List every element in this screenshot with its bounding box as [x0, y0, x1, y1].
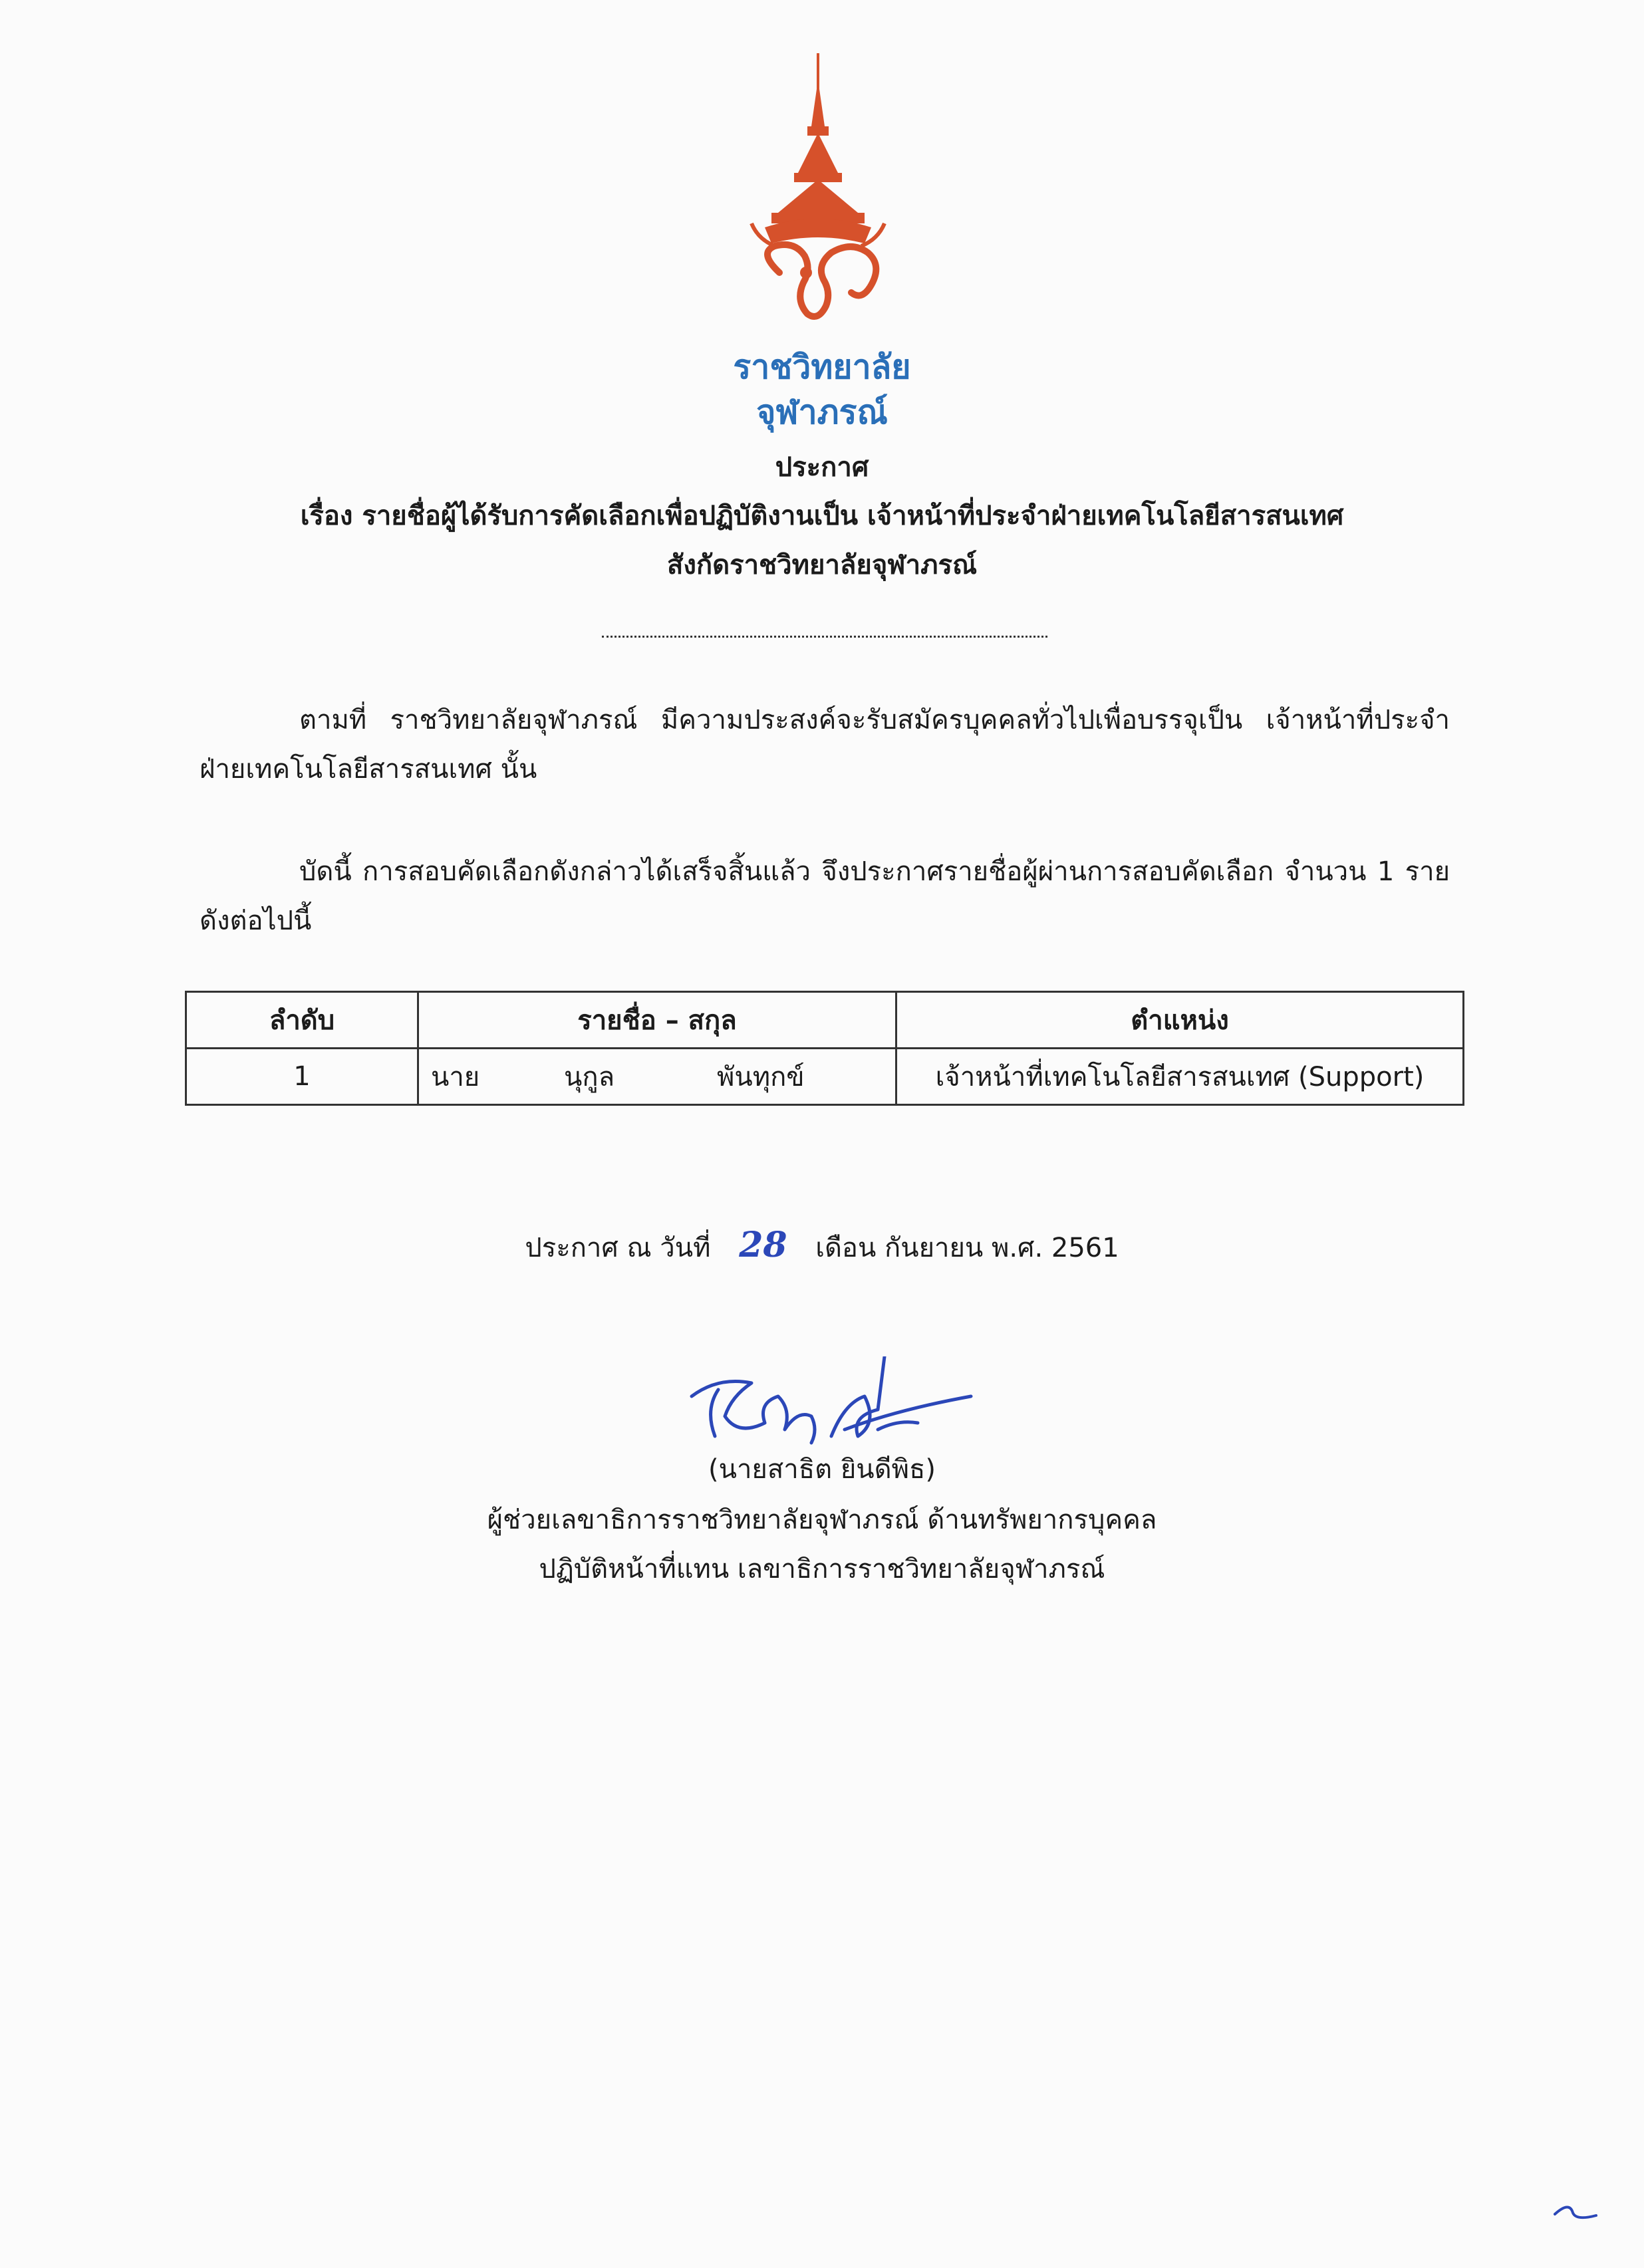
cell-name: [418, 1049, 896, 1105]
body-paragraph-2: บัดนี้ การสอบคัดเลือกดังกล่าวได้เสร็จสิ้นแล้ว จึงประกาศรายชื่อผู้ผ่านการสอบคัดเลือก จำนวน 1 ราย ดังต่อไปนี้: [200, 856, 1450, 936]
cell-position: เจ้าหน้าที่เทคโนโลยีสารสนเทศ (Support): [896, 1049, 1464, 1105]
last-name: พันทุกข์: [717, 1062, 805, 1092]
date-prefix: ประกาศ ณ วันที่: [525, 1233, 711, 1263]
subject-line-1: เรื่อง รายชื่อผู้ได้รับการคัดเลือกเพื่อปฏิบัติงานเป็น เจ้าหน้าที่ประจำฝ่ายเทคโนโลยีสารสนเทศ: [300, 501, 1344, 531]
date-day: 28: [739, 1225, 787, 1265]
announcement-date: [0, 1222, 1644, 1271]
signer-name: (นายสาธิต ยินดีพิธ): [708, 1454, 936, 1485]
institution-name-line-1: ราชวิทยาลัย: [733, 348, 911, 386]
first-name: นุกูล: [564, 1062, 615, 1092]
header-order: ลำดับ: [186, 992, 418, 1049]
announcement-label: ประกาศ: [775, 452, 869, 483]
dotted-divider: [602, 636, 1047, 638]
body-paragraph-1: ตามที่ ราชวิทยาลัยจุฬาภรณ์ มีความประสงค์จะรับสมัครบุคคลทั่วไปเพื่อบรรจุเป็น เจ้าหน้าที่ประจำฝ่ายเทคโนโลยีสารสนเทศ นั้น: [200, 705, 1450, 785]
date-suffix: เดือน กันยายน พ.ศ. 2561: [815, 1233, 1119, 1263]
institution-emblem-icon: [738, 53, 898, 339]
results-table: [185, 991, 1464, 1106]
header-name: รายชื่อ – สกุล: [418, 992, 896, 1049]
handwritten-mark-icon: [1550, 2194, 1603, 2227]
header-position: ตำแหน่ง: [896, 992, 1464, 1049]
subject-line-2: สังกัดราชวิทยาลัยจุฬาภรณ์: [666, 550, 978, 580]
institution-name-line-2: จุฬาภรณ์: [756, 393, 888, 432]
cell-order: 1: [186, 1049, 418, 1105]
signer-position-2: ปฏิบัติหน้าที่แทน เลขาธิการราชวิทยาลัยจุฬาภรณ์: [539, 1554, 1105, 1584]
name-title: นาย: [431, 1062, 480, 1092]
table-header-row: [186, 992, 1464, 1049]
signer-position-1: ผู้ช่วยเลขาธิการราชวิทยาลัยจุฬาภรณ์ ด้านทรัพยากรบุคคล: [487, 1505, 1157, 1535]
table-row: [186, 1049, 1464, 1105]
